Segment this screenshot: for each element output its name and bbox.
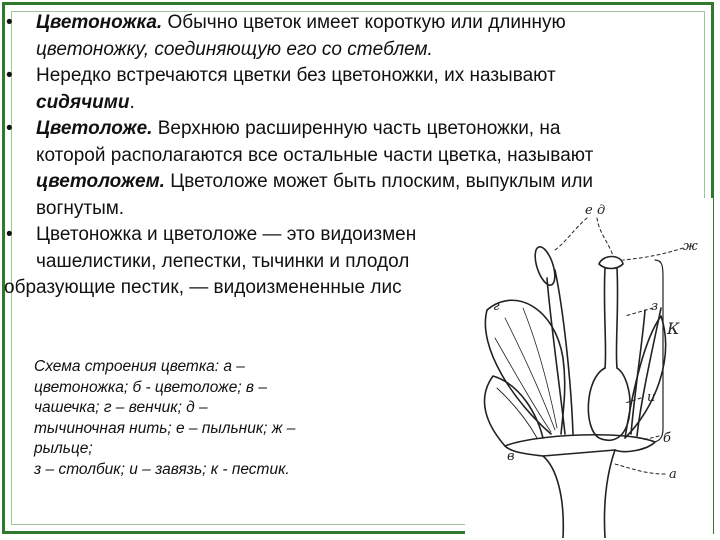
caption-line: рыльце;: [34, 440, 93, 457]
label-v: в: [507, 449, 515, 464]
stem-shape: [543, 456, 563, 538]
leader-line: [555, 218, 587, 250]
sepal-shape: [484, 376, 543, 446]
bullet-dot: •: [6, 118, 13, 139]
leader-line: [623, 248, 683, 260]
label-k: К: [667, 319, 680, 338]
flower-diagram-svg: [465, 198, 713, 538]
bullet-text: Обычно цветок имеет короткую или длинную: [162, 12, 566, 33]
label-i: и: [647, 390, 656, 405]
term-tsvetolozhe: Цветоложе.: [36, 118, 153, 139]
stamen-filament: [637, 308, 661, 436]
caption-line: чашечка; г – венчик; д –: [34, 399, 208, 416]
bullet-text: Цветоложе может быть плоским, выпуклым или: [164, 171, 594, 192]
receptacle-shape: [505, 435, 655, 456]
petal-shape: [485, 300, 564, 434]
anther-shape: [531, 245, 559, 288]
bullet-text: цветоножку, соединяющую его со стеблем.: [36, 38, 433, 60]
bullet-dot: •: [6, 224, 13, 245]
leader-line: [643, 436, 659, 440]
stigma-shape: [599, 257, 623, 269]
bullet-text: которой располагаются все остальные части цветка, называют: [36, 144, 594, 166]
bracket-shape: [655, 260, 663, 442]
bullet-text-cont: [4, 143, 694, 170]
label-b: б: [663, 431, 671, 446]
label-d: д: [597, 203, 606, 218]
caption-line: з – столбик; и – завязь; к - пестик.: [34, 460, 290, 478]
bullet-text-cont: [4, 90, 694, 117]
petal-vein: [495, 338, 551, 432]
term-sidyachimi: сидячими: [36, 91, 130, 113]
bullet-text: Нередко встречаются цветки без цветоножки, их называют: [36, 65, 556, 86]
bullet-item-2: [4, 63, 694, 90]
bullet-dot: •: [6, 65, 13, 86]
caption-line: Схема строения цветка: а –: [34, 358, 245, 375]
pistil-style: [616, 268, 617, 368]
label-z: з: [651, 299, 659, 314]
pistil-style: [604, 268, 605, 368]
term-tsvetolozhem: цветоложем.: [36, 171, 165, 192]
label-a: а: [669, 467, 677, 482]
bullet-text: чашелистики, лепестки, тычинки и плодол: [36, 250, 410, 272]
sepal-vein: [497, 388, 537, 438]
flower-diagram: [465, 198, 713, 538]
bullet-text: вогнутым.: [36, 197, 125, 219]
label-g: г: [493, 299, 500, 314]
term-tsvetonozhka: Цветоножка.: [36, 12, 163, 33]
caption-line: тычиночная нить; е – пыльник; ж –: [34, 419, 296, 437]
bullet-text: .: [129, 91, 135, 113]
petal-shape: [625, 316, 666, 438]
bullet-text: образующие пестик, — видоизмененные лис: [4, 277, 402, 298]
bullet-text: Цветоножка и цветоложе — это видоизмен: [36, 224, 417, 245]
bullet-item-3: [4, 116, 694, 143]
leader-line: [625, 308, 653, 316]
caption-line: цветоножка; б - цветоложе; в –: [34, 378, 267, 396]
bullet-text: Верхнюю расширенную часть цветоножки, на: [152, 118, 561, 139]
bullet-text-cont: [4, 169, 694, 196]
label-zh: ж: [683, 239, 698, 254]
figure-caption: [34, 357, 364, 480]
bullet-dot: •: [6, 12, 13, 33]
label-e: е: [585, 203, 593, 218]
leader-line: [625, 398, 641, 403]
leader-line: [597, 218, 613, 256]
stem-shape: [604, 450, 615, 538]
bullet-item-1: [4, 10, 694, 37]
ovary-shape: [588, 368, 630, 440]
bullet-text-cont: [4, 37, 694, 64]
leader-line: [615, 464, 665, 474]
